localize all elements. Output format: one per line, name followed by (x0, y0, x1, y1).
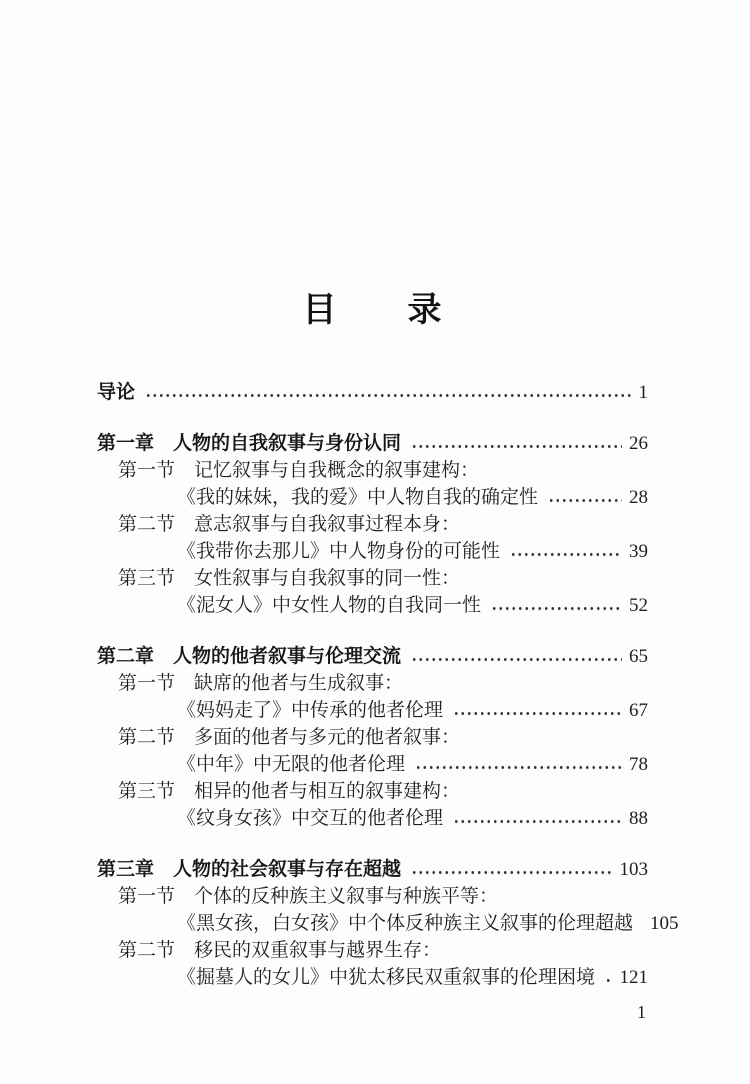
toc-page-number: 28 (629, 487, 648, 508)
toc-entry-section (97, 883, 648, 910)
dot-leader (411, 643, 622, 670)
toc-entry-text: 第一章 人物的自我叙事与身份认同 (97, 433, 402, 454)
toc-entry-text: 《纹身女孩》中交互的他者伦理 (177, 808, 444, 829)
toc-page-number: 1 (638, 382, 648, 403)
toc-entry-text: 第一节 记忆叙事与自我概念的叙事建构： (118, 460, 480, 481)
toc-entry-section (97, 778, 648, 805)
toc-entry-text: 第三节 相异的他者与相互的叙事建构： (118, 781, 461, 802)
toc-entry-text: 第三章 人物的社会叙事与存在超越 (97, 859, 402, 880)
toc-entry-text: 第二节 多面的他者与多元的他者叙事： (118, 727, 461, 748)
dot-leader (145, 379, 631, 406)
toc-entry-text: 《我的妹妹，我的爱》中人物自我的确定性 (177, 487, 539, 508)
toc-entry-text: 《掘墓人的女儿》中犹太移民双重叙事的伦理困境 (177, 967, 596, 988)
toc-entry-subtitle (97, 910, 679, 937)
dot-leader (453, 805, 622, 832)
toc-entry-subtitle (97, 964, 648, 991)
toc-entry-text: 《中年》中无限的他者伦理 (177, 754, 406, 775)
dot-leader (548, 484, 622, 511)
toc-entry-section (97, 511, 648, 538)
toc-entry-section (97, 670, 648, 697)
toc-page-number: 67 (629, 700, 648, 721)
dot-leader (411, 856, 612, 883)
toc-entry-text: 第二节 意志叙事与自我叙事过程本身： (118, 514, 461, 535)
toc-entry-text: 《黑女孩，白女孩》中个体反种族主义叙事的伦理超越 (177, 913, 634, 934)
dot-leader (491, 592, 622, 619)
toc-entry-chapter-1 (97, 430, 648, 457)
toc-entry-subtitle (97, 751, 648, 778)
toc-entry-text: 第三节 女性叙事与自我叙事的同一性： (118, 568, 461, 589)
toc-page-number: 88 (629, 808, 648, 829)
toc-entry-subtitle (97, 538, 648, 565)
toc-entry-text: 第一节 个体的反种族主义叙事与种族平等： (118, 886, 499, 907)
toc-entry-chapter-3 (97, 856, 648, 883)
toc-page-number: 121 (619, 967, 648, 988)
toc-page-number: 65 (629, 646, 648, 667)
toc-page-number: 39 (629, 541, 648, 562)
toc-entry-text: 第二节 移民的双重叙事与越界生存： (118, 940, 442, 961)
toc-entry-subtitle (97, 697, 648, 724)
table-of-contents (97, 379, 679, 991)
toc-page-number: 78 (629, 754, 648, 775)
toc-entry-text: 《妈妈走了》中传承的他者伦理 (177, 700, 444, 721)
toc-entry-section (97, 565, 648, 592)
toc-page-number: 26 (629, 433, 648, 454)
toc-page-number: 103 (619, 859, 648, 880)
dot-leader (453, 697, 622, 724)
dot-leader (510, 538, 622, 565)
toc-page-number: 52 (629, 595, 648, 616)
dot-leader (411, 430, 622, 457)
toc-entry-text: 《泥女人》中女性人物的自我同一性 (177, 595, 482, 616)
toc-page-number: 105 (650, 913, 679, 934)
toc-entry-section (97, 724, 648, 751)
toc-entry-section (97, 457, 648, 484)
dot-leader (605, 964, 612, 991)
toc-entry-section (97, 937, 648, 964)
toc-entry-text: 导论 (97, 382, 136, 403)
toc-entry-text: 《我带你去那儿》中人物身份的可能性 (177, 541, 501, 562)
toc-entry-text: 第一节 缺席的他者与生成叙事： (118, 673, 404, 694)
toc-entry-introduction (97, 379, 648, 406)
toc-entry-text: 第二章 人物的他者叙事与伦理交流 (97, 646, 402, 667)
toc-entry-chapter-2 (97, 643, 648, 670)
page-title: 目 录 (302, 292, 443, 329)
folio-page-number: 1 (637, 1002, 646, 1022)
toc-entry-subtitle (97, 484, 648, 511)
toc-entry-subtitle (97, 805, 648, 832)
dot-leader (415, 751, 622, 778)
toc-entry-subtitle (97, 592, 648, 619)
